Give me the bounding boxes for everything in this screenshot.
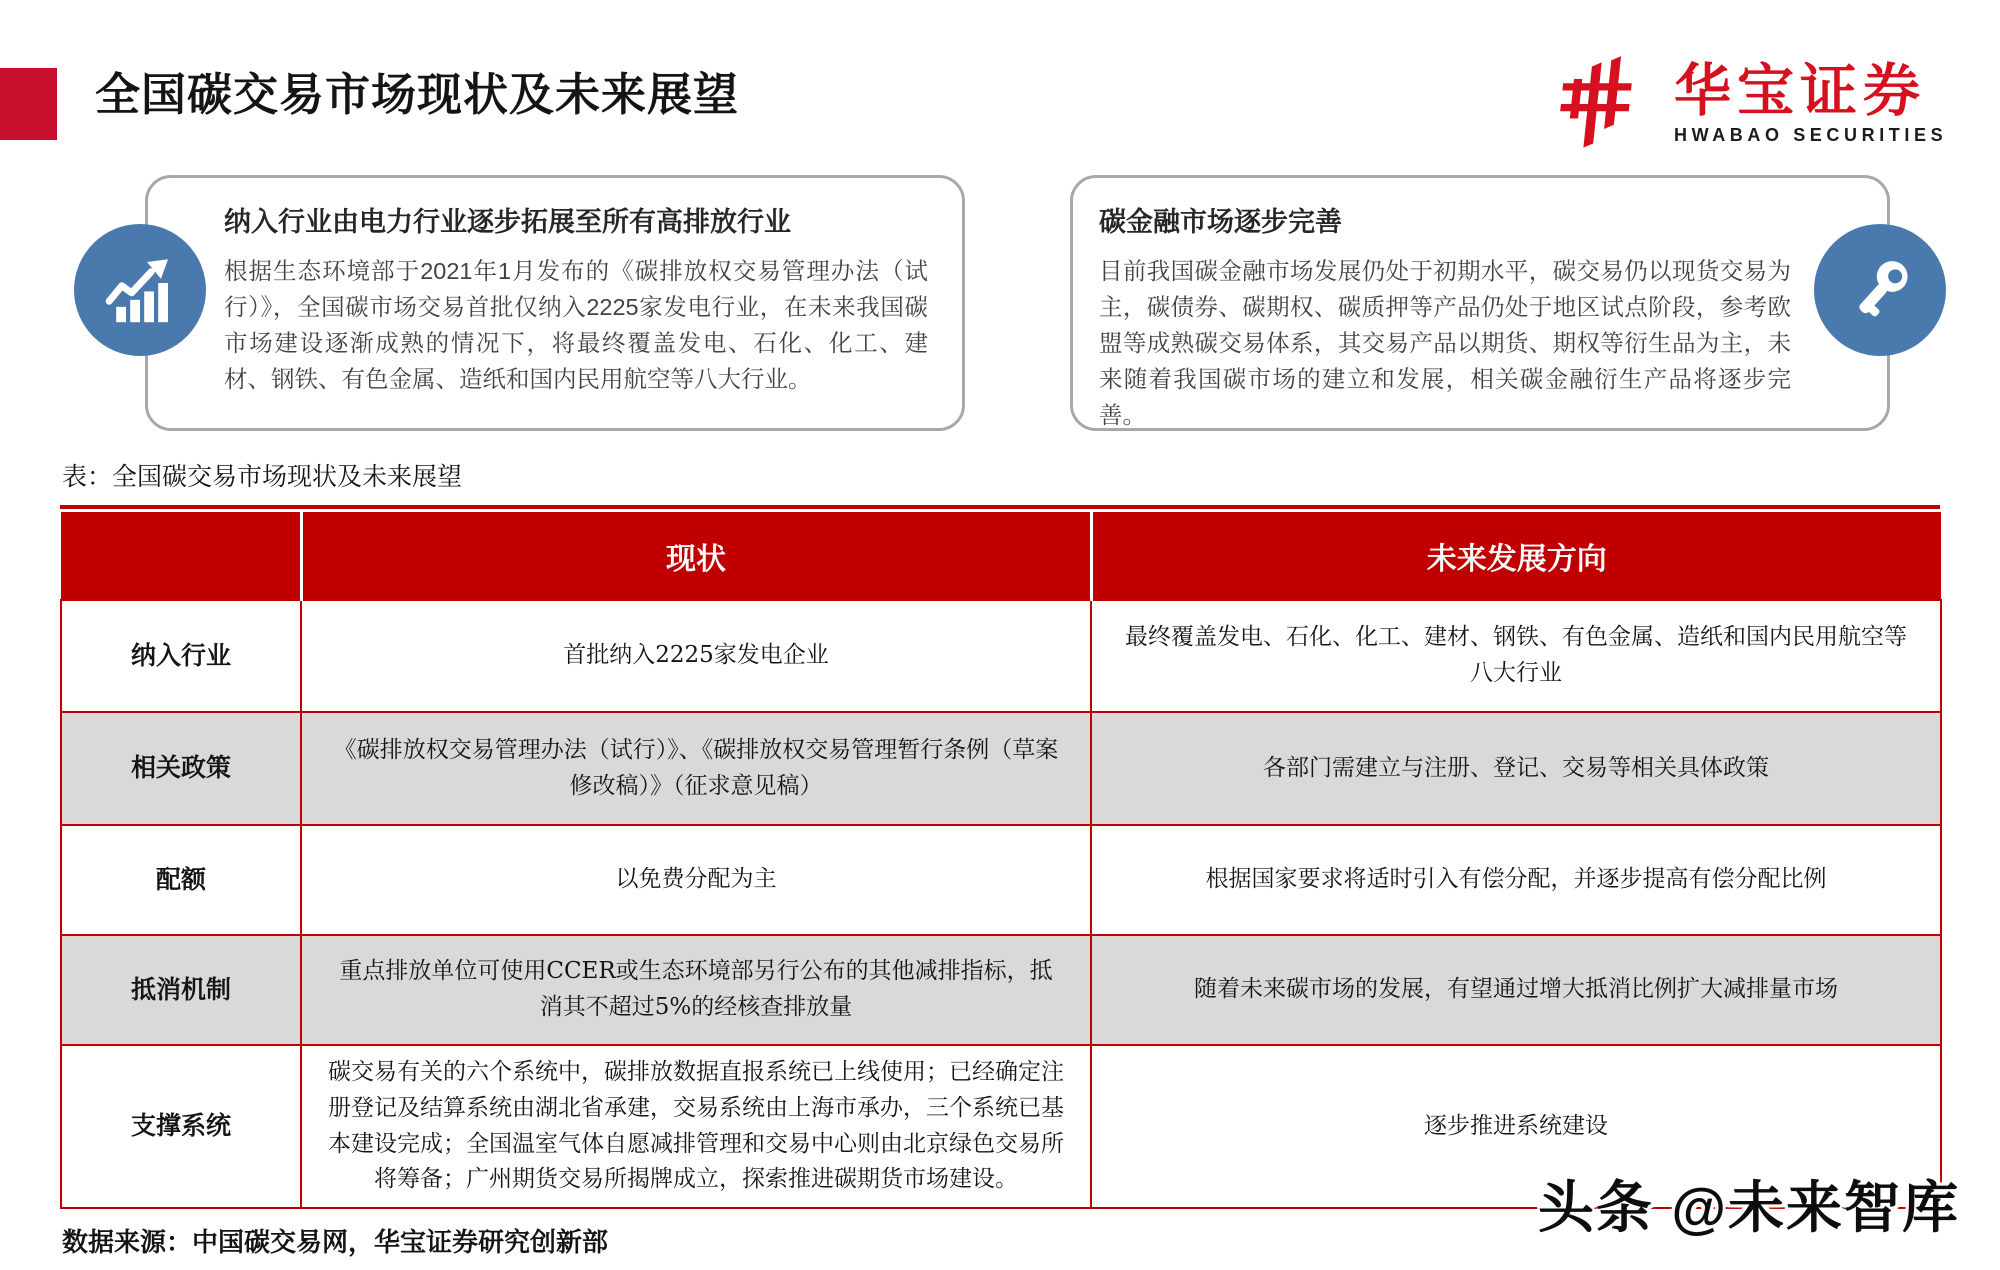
row-current-cell: 重点排放单位可使用CCER或生态环境部另行公布的其他减排指标，抵消其不超过5%的经核查排放量 (301, 935, 1091, 1045)
row-label: 支撑系统 (61, 1045, 301, 1208)
row-future-cell: 各部门需建立与注册、登记、交易等相关具体政策 (1091, 712, 1941, 825)
header-cell-blank (61, 512, 301, 600)
table-row (61, 712, 1941, 825)
hwabao-logo (1556, 52, 1947, 156)
watermark: 头条 @未来智库 (1537, 1176, 1960, 1239)
status-outlook-table (60, 505, 1940, 1209)
table-header-row (61, 512, 1941, 600)
title-accent-square (0, 68, 57, 140)
row-future-cell: 随着未来碳市场的发展，有望通过增大抵消比例扩大减排量市场 (1091, 935, 1941, 1045)
header-cell-future: 未来发展方向 (1091, 512, 1941, 600)
highlight-box-body: 根据生态环境部于2021年1月发布的《碳排放权交易管理办法（试行）》，全国碳市场交易首批仅纳入2225家发电行业，在未来我国碳市场建设逐渐成熟的情况下，将最终覆盖发电、石化、化工、建材、钢铁、有色金属、造纸和国内民用航空等八大行业。 (224, 258, 928, 392)
table-caption: 表：全国碳交易市场现状及未来展望 (62, 463, 463, 491)
logo-chinese-name: 华宝证券 (1674, 58, 1926, 123)
table-top-rule (60, 505, 1940, 509)
highlight-box-industry (145, 175, 965, 431)
bar-chart-up-arrow-icon (74, 224, 206, 356)
highlight-box-finance (1070, 175, 1890, 431)
row-current-cell: 碳交易有关的六个系统中，碳排放数据直报系统已上线使用；已经确定注册登记及结算系统由湖北省承建，交易系统由上海市承办，三个系统已基本建设完成；全国温室气体自愿减排管理和交易中心则由北京绿色交易所将筹备；广州期货交易所揭牌成立，探索推进碳期货市场建设。 (301, 1045, 1091, 1208)
key-icon (1814, 224, 1946, 356)
row-future-cell: 逐步推进系统建设 (1091, 1045, 1941, 1208)
row-label: 配额 (61, 825, 301, 935)
row-future-cell: 根据国家要求将适时引入有偿分配，并逐步提高有偿分配比例 (1091, 825, 1941, 935)
row-label: 相关政策 (61, 712, 301, 825)
highlight-box-title: 纳入行业由电力行业逐步拓展至所有高排放行业 (224, 207, 791, 237)
logo-english-name: HWABAO SECURITIES (1674, 125, 1948, 146)
page-title: 全国碳交易市场现状及未来展望 (95, 69, 740, 120)
hwabao-logo-icon (1556, 52, 1660, 156)
highlight-box-title: 碳金融市场逐步完善 (1099, 207, 1342, 237)
row-current-cell: 以免费分配为主 (301, 825, 1091, 935)
table-row (61, 935, 1941, 1045)
table-row (61, 825, 1941, 935)
row-label: 纳入行业 (61, 600, 301, 712)
header-cell-current: 现状 (301, 512, 1091, 600)
table-row (61, 600, 1941, 712)
row-future-cell: 最终覆盖发电、石化、化工、建材、钢铁、有色金属、造纸和国内民用航空等八大行业 (1091, 600, 1941, 712)
row-current-cell: 首批纳入2225家发电企业 (301, 600, 1091, 712)
row-label: 抵消机制 (61, 935, 301, 1045)
highlight-box-body: 目前我国碳金融市场发展仍处于初期水平，碳交易仍以现货交易为主，碳债券、碳期权、碳质押等产品仍处于地区试点阶段，参考欧盟等成熟碳交易体系，其交易产品以期货、期权等衍生品为主，未来随着我国碳市场的建立和发展，相关碳金融衍生产品将逐步完善。 (1099, 258, 1791, 428)
data-source-note: 数据来源：中国碳交易网，华宝证券研究创新部 (62, 1227, 609, 1257)
row-current-cell: 《碳排放权交易管理办法（试行）》、《碳排放权交易管理暂行条例（草案修改稿）》（征求意见稿） (301, 712, 1091, 825)
